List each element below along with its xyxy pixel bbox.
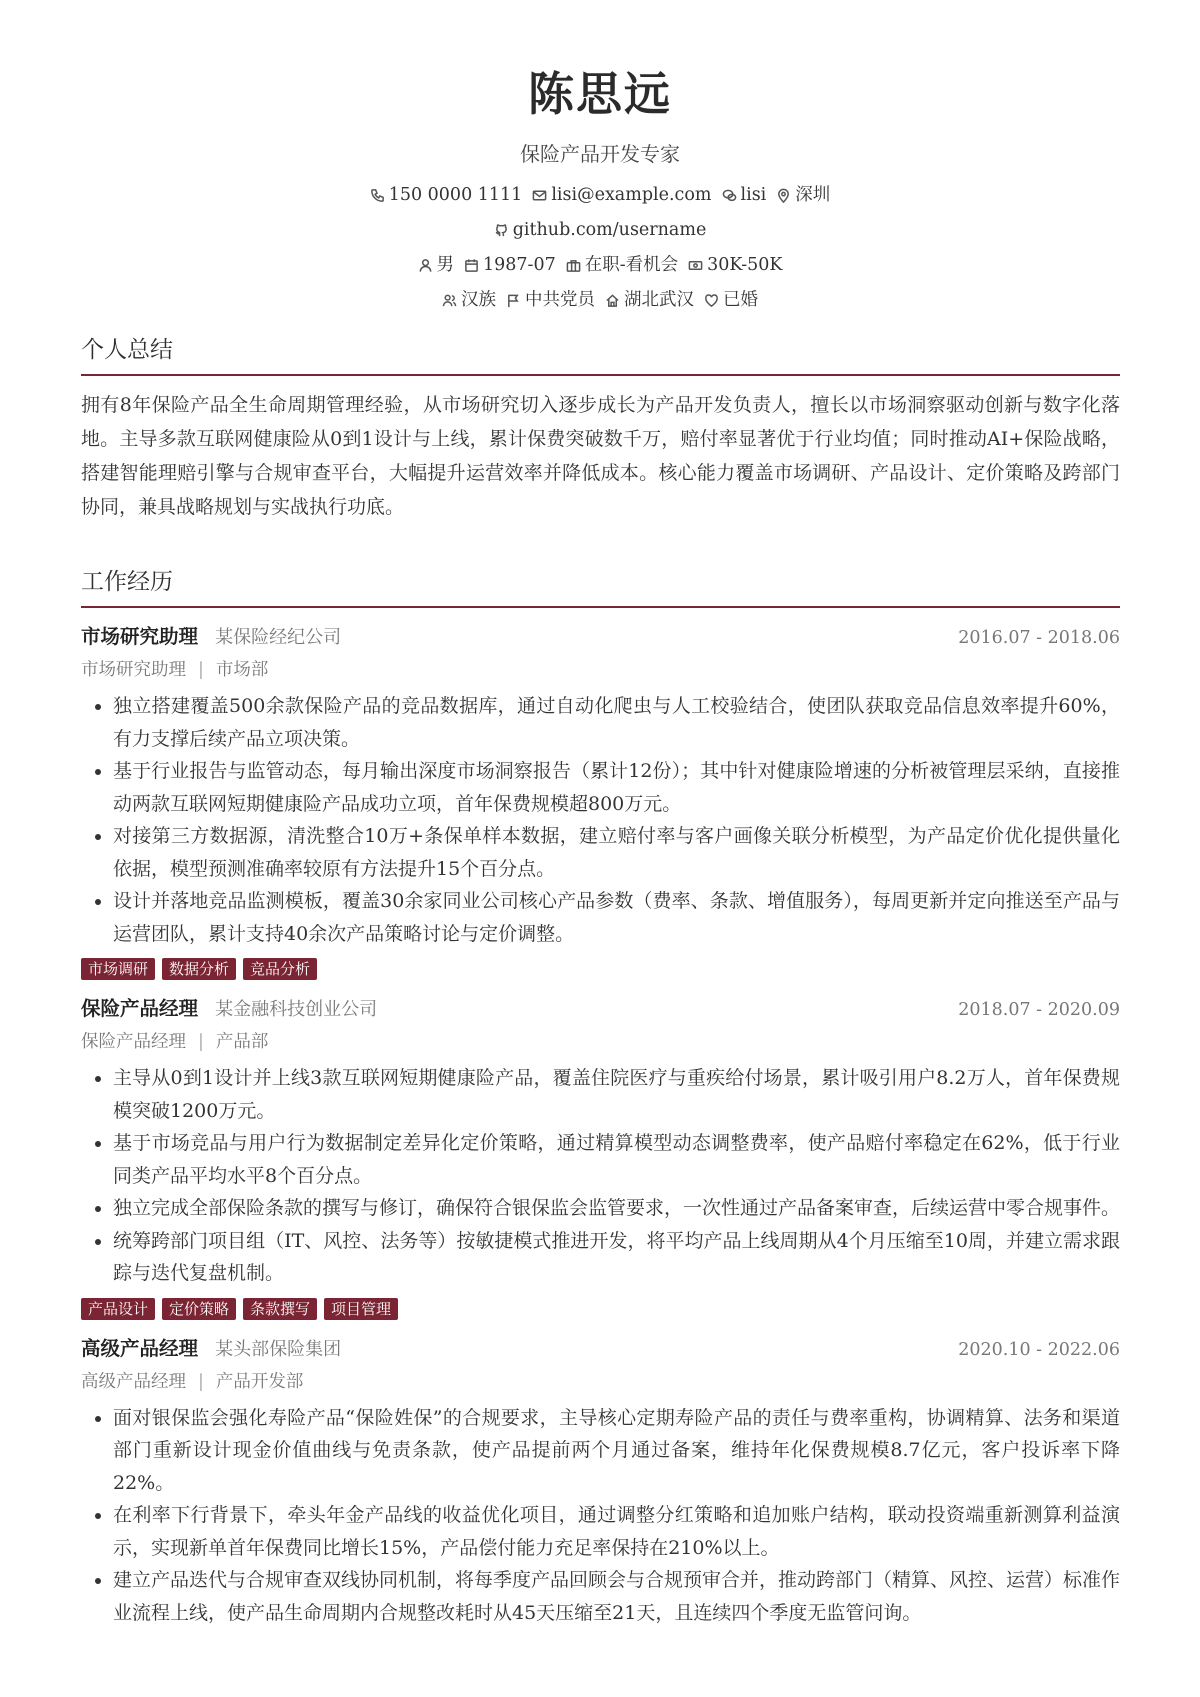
- summary-section: [81, 334, 1120, 524]
- skill-tag: 产品设计: [81, 1298, 155, 1320]
- location-pin-icon: [776, 188, 791, 203]
- job-role-line: [81, 655, 1120, 685]
- bullet-item: • 面对银保监会强化寿险产品“保险姓保”的合规要求，主导核心定期寿险产品的责任与费率重构，协调精算、法务和渠道部门重新设计现金价值曲线与免责条款，使产品提前两个月通过备案，维持年化保费规模8.7亿元，客户投诉率下降22%。: [113, 1402, 1120, 1500]
- job-title: 市场研究助理: [81, 625, 199, 648]
- job-date: 2018.07 - 2020.09: [958, 1000, 1120, 1020]
- info-ethnicity: [442, 287, 496, 313]
- experience-section: [81, 566, 1120, 1629]
- github-text: github.com/username: [512, 220, 707, 240]
- job-bullets: [81, 690, 1120, 950]
- bullet-item: • 独立完成全部保险条款的撰写与修订，确保符合银保监会监管要求，一次性通过产品备案审查，后续运营中零合规事件。: [113, 1192, 1120, 1225]
- job-title: 保险产品经理: [81, 997, 199, 1020]
- info-marital: [704, 287, 758, 313]
- info-birth: [464, 252, 556, 278]
- github-row: [0, 217, 1200, 243]
- job-role: 市场研究助理: [81, 660, 186, 680]
- skill-tag: 条款撰写: [243, 1298, 317, 1320]
- job-dept: 市场部: [215, 660, 269, 680]
- job-header: [81, 622, 1120, 653]
- job-role-line: [81, 1367, 1120, 1397]
- github-icon: [494, 223, 509, 238]
- bullet-item: • 基于行业报告与监管动态，每月输出深度市场洞察报告（累计12份）；其中针对健康险增速的分析被管理层采纳，直接推动两款互联网短期健康险产品成功立项，首年保费规模超800万元。: [113, 755, 1120, 820]
- candidate-name: 陈思远: [528, 67, 672, 121]
- job-header: [81, 994, 1120, 1025]
- job-company: 某金融科技创业公司: [215, 999, 378, 1020]
- ethnicity-text: 汉族: [461, 290, 496, 310]
- contact-email[interactable]: [532, 182, 711, 208]
- job-bullets: [81, 1062, 1120, 1290]
- user-icon: [418, 258, 433, 273]
- calendar-icon: [464, 258, 479, 273]
- birth-text: 1987-07: [483, 255, 556, 275]
- home-icon: [605, 293, 620, 308]
- job-company: 某保险经纪公司: [215, 627, 342, 648]
- separator: |: [198, 660, 204, 680]
- hometown-text: 湖北武汉: [624, 290, 694, 310]
- contact-row: [0, 182, 1200, 208]
- phone-text: 150 0000 1111: [388, 185, 523, 205]
- job-date: 2016.07 - 2018.06: [958, 628, 1120, 648]
- politics-text: 中共党员: [525, 290, 595, 310]
- separator: |: [198, 1371, 204, 1392]
- bullet-item: • 设计并落地竞品监测模板，覆盖30余家同业公司核心产品参数（费率、条款、增值服务），每周更新并定向推送至产品与运营团队，累计支持40余次产品策略讨论与定价调整。: [113, 885, 1120, 950]
- skill-tag: 定价策略: [162, 1298, 236, 1320]
- job-role-line: [81, 1027, 1120, 1057]
- job-role: 高级产品经理: [81, 1371, 186, 1392]
- bullet-item: • 基于市场竞品与用户行为数据制定差异化定价策略，通过精算模型动态调整费率，使产品赔付率稳定在62%，低于行业同类产品平均水平8个百分点。: [113, 1127, 1120, 1192]
- contact-wechat[interactable]: [722, 182, 767, 208]
- job-bullets: [81, 1402, 1120, 1630]
- bullet-item: • 对接第三方数据源，清洗整合10万+条保单样本数据，建立赔付率与客户画像关联分析模型，为产品定价优化提供量化依据，模型预测准确率较原有方法提升15个百分点。: [113, 820, 1120, 885]
- gender-text: 男: [436, 255, 455, 275]
- briefcase-icon: [566, 258, 581, 273]
- separator: |: [198, 1032, 204, 1052]
- resume-header: [0, 0, 1200, 313]
- bullet-item: • 建立产品迭代与合规审查双线协同机制，将每季度产品回顾会与合规预审合并，推动跨部门（精算、风控、运营）标准作业流程上线，使产品生命周期内合规整改耗时从45天压缩至21天，且连续四个季度无监管问询。: [113, 1564, 1120, 1629]
- wechat-text: lisi: [740, 185, 767, 205]
- bullet-item: • 统筹跨部门项目组（IT、风控、法务等）按敏捷模式推进开发，将平均产品上线周期从4个月压缩至10周，并建立需求跟踪与迭代复盘机制。: [113, 1225, 1120, 1290]
- people-icon: [442, 293, 457, 308]
- summary-title: 个人总结: [81, 334, 1120, 376]
- job-entry: [81, 1334, 1120, 1630]
- skill-tag: 数据分析: [162, 958, 236, 980]
- job-header: [81, 1334, 1120, 1365]
- skill-tags: [81, 1298, 1120, 1320]
- job-dept: 产品部: [215, 1032, 269, 1052]
- info-salary: [688, 252, 782, 278]
- personal-row-1: [0, 252, 1200, 278]
- salary-text: 30K-50K: [707, 255, 783, 275]
- experience-title: 工作经历: [81, 566, 1120, 608]
- skill-tags: [81, 958, 1120, 980]
- info-gender: [418, 252, 455, 278]
- marital-text: 已婚: [723, 290, 758, 310]
- contact-phone[interactable]: [370, 182, 523, 208]
- job-company: 某头部保险集团: [215, 1338, 342, 1360]
- job-entry: [81, 994, 1120, 1320]
- job-date: 2020.10 - 2022.06: [958, 1339, 1120, 1360]
- candidate-headline: 保险产品开发专家: [520, 142, 680, 166]
- skill-tag: 项目管理: [324, 1298, 398, 1320]
- info-status: [566, 252, 678, 278]
- money-icon: [688, 258, 703, 273]
- flag-icon: [506, 293, 521, 308]
- bullet-item: • 主导从0到1设计并上线3款互联网短期健康险产品，覆盖住院医疗与重疾给付场景，累计吸引用户8.2万人，首年保费规模突破1200万元。: [113, 1062, 1120, 1127]
- job-dept: 产品开发部: [215, 1371, 304, 1392]
- wechat-icon: [722, 188, 737, 203]
- job-role: 保险产品经理: [81, 1032, 186, 1052]
- location-text: 深圳: [795, 185, 831, 205]
- phone-icon: [370, 188, 385, 203]
- info-politics: [506, 287, 595, 313]
- job-title: 高级产品经理: [81, 1336, 199, 1360]
- bullet-item: • 独立搭建覆盖500余款保险产品的竞品数据库，通过自动化爬虫与人工校验结合，使团队获取竞品信息效率提升60%，有力支撑后续产品立项决策。: [113, 690, 1120, 755]
- summary-text: 拥有8年保险产品全生命周期管理经验，从市场研究切入逐步成长为产品开发负责人，擅长以市场洞察驱动创新与数字化落地。主导多款互联网健康险从0到1设计与上线，累计保费突破数千万，赔付率显著优于行业均值；同时推动AI+保险战略，搭建智能理赔引擎与合规审查平台，大幅提升运营效率并降低成本。核心能力覆盖市场调研、产品设计、定价策略及跨部门协同，兼具战略规划与实战执行功底。: [81, 394, 1120, 518]
- info-hometown: [605, 287, 694, 313]
- mail-icon: [532, 188, 547, 203]
- bullet-item: • 在利率下行背景下，牵头年金产品线的收益优化项目，通过调整分红策略和追加账户结构，联动投资端重新测算利益演示，实现新单首年保费同比增长15%，产品偿付能力充足率保持在210%以上。: [113, 1499, 1120, 1564]
- skill-tag: 竞品分析: [243, 958, 317, 980]
- contact-github[interactable]: [494, 217, 707, 243]
- status-text: 在职-看机会: [584, 255, 679, 275]
- heart-icon: [704, 293, 719, 308]
- job-entry: [81, 622, 1120, 980]
- contact-location: [776, 182, 830, 208]
- personal-row-2: [0, 287, 1200, 313]
- email-text: lisi@example.com: [551, 185, 712, 205]
- skill-tag: 市场调研: [81, 958, 155, 980]
